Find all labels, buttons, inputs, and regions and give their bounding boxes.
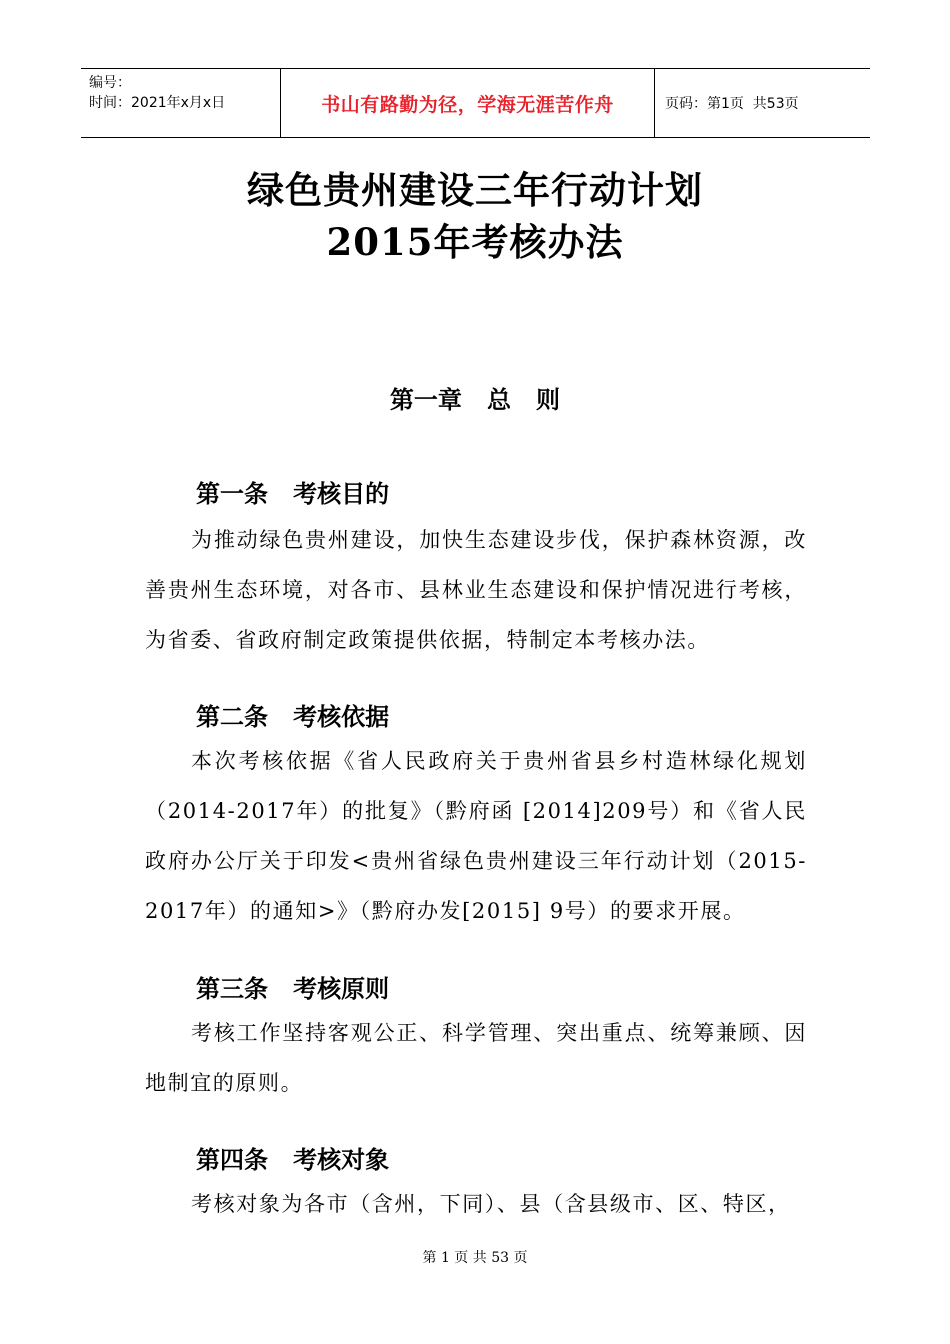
- document-title-line1: 绿色贵州建设三年行动计划: [247, 168, 703, 212]
- article-heading: 第三条 考核原则: [196, 975, 390, 1003]
- article-paragraph: 考核对象为各市（含州，下同）、县（含县级市、区、特区，: [191, 1192, 791, 1216]
- document-header: [81, 68, 870, 138]
- article-paragraph: 考核工作坚持客观公正、科学管理、突出重点、统筹兼顾、因地制宜的原则。: [145, 1021, 807, 1095]
- number-label: 编号：: [89, 75, 131, 91]
- header-page-info: 页码：第1页 共53页: [665, 96, 799, 112]
- page-footer: 第 1 页 共 53 页: [422, 1250, 528, 1266]
- header-meta-cell: [81, 69, 281, 137]
- article-heading: 第二条 考核依据: [196, 703, 390, 731]
- date-label: 时间：2021年x月x日: [89, 95, 226, 111]
- chapter-heading: 第一章 总 则: [389, 386, 561, 414]
- article-paragraph: 为推动绿色贵州建设，加快生态建设步伐，保护森林资源，改善贵州生态环境，对各市、县林业生态建设和保护情况进行考核，为省委、省政府制定政策提供依据，特制定本考核办法。: [145, 528, 807, 652]
- article-heading: 第四条 考核对象: [196, 1146, 390, 1174]
- article-paragraph: 本次考核依据《省人民政府关于贵州省县乡村造林绿化规划（2014-2017年）的批复》（黔府函 [2014]209号）和《省人民政府办公厅关于印发<贵州省绿色贵州建设三年行动计划（2015-2017年）的通知>》（黔府办发[2015] 9号）的要求开展。: [145, 749, 807, 923]
- article-heading: 第一条 考核目的: [196, 480, 390, 508]
- header-motto: 书山有路勤为径，学海无涯苦作舟: [281, 69, 655, 137]
- document-title-line2: 2015年考核办法: [326, 220, 624, 264]
